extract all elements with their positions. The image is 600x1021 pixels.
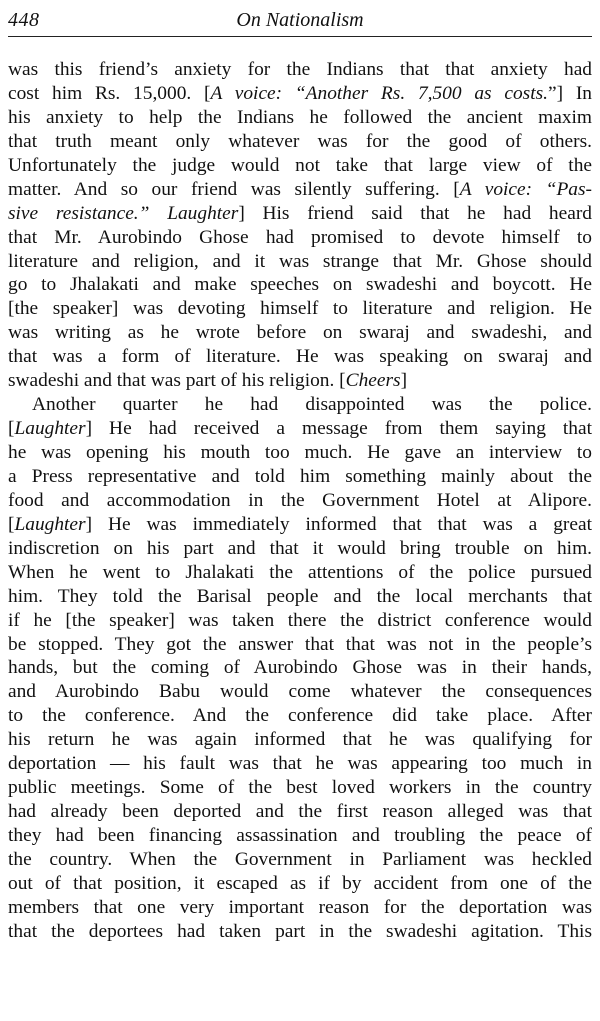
text-line — [8, 704, 592, 728]
page-number: 448 — [8, 9, 40, 31]
italic-text: A voice: “Another Rs. 7,500 as costs. — [210, 82, 548, 104]
text-segment: [ — [8, 418, 15, 440]
text-segment: deportation — his fault was that he was appearing too much in — [8, 753, 592, 775]
italic-text: Cheers — [345, 370, 401, 392]
italic-text: A voice: “Pas- — [459, 178, 592, 200]
text-segment: to the conference. And the conference did take place. After — [8, 705, 592, 727]
text-line — [8, 273, 592, 297]
text-line — [8, 82, 592, 106]
text-segment: ”] In — [548, 82, 592, 104]
text-segment: was this friend’s anxiety for the Indians that that anxiety had — [8, 59, 592, 80]
italic-text: sive resistance.” Laughter — [8, 202, 239, 224]
text-line — [8, 250, 592, 274]
text-line — [8, 58, 592, 82]
text-line — [8, 345, 592, 369]
text-segment: [ — [8, 513, 15, 535]
text-segment: go to Jhalakati and make speeches on swadeshi and boycott. He — [8, 274, 592, 296]
text-line — [8, 178, 592, 202]
text-line — [8, 417, 592, 441]
text-segment: ] — [400, 370, 408, 392]
text-line — [8, 321, 592, 345]
italic-text: Laughter — [14, 513, 86, 535]
body-text — [8, 58, 592, 944]
text-segment: a Press representative and told him something mainly about the — [8, 465, 592, 487]
text-segment: [the speaker] was devoting himself to literature and religion. He — [8, 298, 592, 320]
running-head — [8, 6, 592, 37]
text-line — [8, 154, 592, 178]
text-segment: if he [the speaker] was taken there the district conference would — [8, 609, 592, 631]
text-segment: swadeshi and that was part of his religion. [ — [8, 370, 346, 392]
text-segment: he was opening his mouth too much. He gave an interview to — [8, 442, 592, 463]
text-segment: Another quarter he had disappointed was the police. — [32, 394, 592, 416]
text-segment: indiscretion on his part and that it would bring trouble on him. — [8, 537, 592, 559]
text-line — [8, 393, 592, 417]
text-segment: ] He was immediately informed that that was a great — [85, 513, 592, 535]
text-segment: his anxiety to help the Indians he followed the ancient maxim — [8, 106, 592, 128]
text-segment: that was a form of literature. He was speaking on swaraj and — [8, 346, 592, 368]
text-segment: Unfortunately the judge would not take that large view of the — [8, 154, 592, 176]
text-segment: and Aurobindo Babu would come whatever the consequences — [8, 681, 592, 703]
text-line — [8, 226, 592, 250]
text-segment: When he went to Jhalakati the attentions of the police pursued — [8, 561, 592, 583]
text-segment: literature and religion, and it was strange that Mr. Ghose should — [8, 250, 592, 272]
text-line — [8, 441, 592, 465]
text-segment: had already been deported and the first reason alleged was that — [8, 801, 592, 823]
text-line — [8, 920, 592, 944]
text-segment: be stopped. They got the answer that that was not in the people’s — [8, 633, 592, 655]
text-segment: matter. And so our friend was silently suffering. [ — [8, 178, 460, 200]
book-page — [8, 0, 592, 1021]
text-line — [8, 106, 592, 130]
text-line — [8, 752, 592, 776]
text-line — [8, 369, 592, 393]
text-segment: out of that position, it escaped as if by accident from one of the — [8, 872, 592, 894]
text-segment: that truth meant only whatever was for the good of others. — [8, 130, 592, 152]
text-segment: that Mr. Aurobindo Ghose had promised to devote himself to — [8, 226, 592, 248]
text-line — [8, 297, 592, 321]
text-line — [8, 872, 592, 896]
text-line — [8, 633, 592, 657]
text-line — [8, 202, 592, 226]
text-line — [8, 585, 592, 609]
text-line — [8, 776, 592, 800]
text-line — [8, 130, 592, 154]
text-line — [8, 824, 592, 848]
text-line — [8, 656, 592, 680]
text-line — [8, 561, 592, 585]
text-line — [8, 680, 592, 704]
running-title: On Nationalism — [236, 9, 364, 31]
text-line — [8, 489, 592, 513]
text-line — [8, 728, 592, 752]
text-line — [8, 537, 592, 561]
text-segment: ] His friend said that he had heard — [238, 202, 592, 224]
text-line — [8, 800, 592, 824]
text-segment: public meetings. Some of the best loved workers in the country — [8, 777, 592, 799]
text-line — [8, 848, 592, 872]
text-line — [8, 465, 592, 489]
text-segment: that the deportees had taken part in the swadeshi agitation. This — [8, 920, 592, 942]
text-line — [8, 896, 592, 920]
text-segment: food and accommodation in the Government Hotel at Alipore. — [8, 489, 592, 511]
text-segment: ] He had received a message from them saying that — [85, 418, 592, 440]
text-line — [8, 609, 592, 633]
text-segment: members that one very important reason for the deportation was — [8, 896, 592, 918]
text-segment: the country. When the Government in Parliament was heckled — [8, 848, 592, 870]
text-segment: was writing as he wrote before on swaraj and swadeshi, and — [8, 322, 592, 344]
text-segment: they had been financing assassination and troubling the peace of — [8, 825, 592, 846]
text-segment: him. They told the Barisal people and the local merchants that — [8, 585, 592, 607]
text-segment: his return he was again informed that he was qualifying for — [8, 729, 592, 751]
text-line — [8, 513, 592, 537]
italic-text: Laughter — [14, 418, 86, 440]
text-segment: hands, but the coming of Aurobindo Ghose was in their hands, — [8, 657, 592, 679]
text-segment: cost him Rs. 15,000. [ — [8, 82, 211, 104]
